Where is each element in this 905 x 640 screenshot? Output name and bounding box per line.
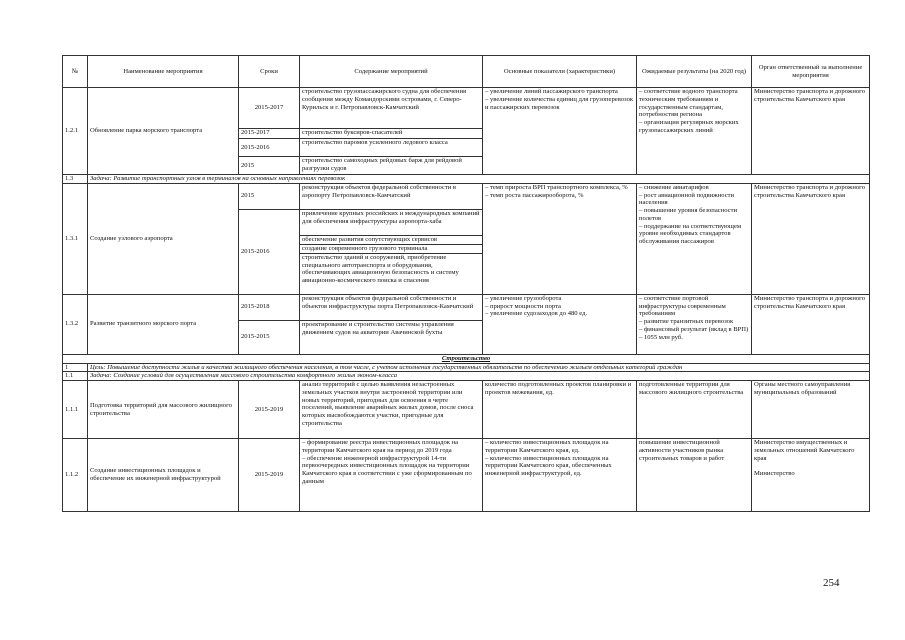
results-cell: – соответствие портовой инфраструктуры современным требованиям – развитие транзитных перевозок – финансовый результат (вклад в ВРП) – 1055 млн руб. (637, 294, 752, 354)
col-indicators-header: Основные показатели (характеристики) (483, 56, 637, 88)
org-cell: Министерство транспорта и дорожного строительства Камчатского края (752, 183, 870, 294)
term-cell: 2015-2017 (239, 88, 300, 129)
measure-name: Подготовка территорий для массового жилищного строительства (88, 381, 239, 439)
content-cell: реконструкция объектов федеральной собственности и объектов инфраструктуры порта Петропавловск-Камчатский (300, 294, 483, 320)
term-cell: 2015 (239, 157, 300, 175)
row-number: 1.3.1 (63, 183, 88, 294)
content-cell: создание современного грузового терминала (300, 244, 483, 253)
content-cell: проектирование и строительство системы управления движением судов на акватории Авачинской бухты (300, 320, 483, 354)
content-cell: строительство паромов усиленного ледового класса (300, 139, 483, 157)
table-row (63, 381, 870, 439)
indicators-cell: – количество инвестиционных площадок на территории Камчатского края, ед. – количество инвестиционных площадок на территории Камчатского края, обеспеченных инженерной инфраструктурой, ед. (483, 439, 637, 512)
section-title: Строительство (63, 354, 870, 363)
content-cell: строительство грузопассажирского судна для обеспечения сообщения между Командорскими островами, г. Северо-Курильск и г. Петропавловск-Камчатский (300, 88, 483, 129)
term-cell: 2015-2016 (239, 209, 300, 294)
row-number: 1 (63, 363, 88, 372)
org-cell: Органы местного самоуправления муниципальных образований (752, 381, 870, 439)
row-number: 1.3.2 (63, 294, 88, 354)
org-cell: Министерство имущественных и земельных отношений Камчатского края Министерство (752, 439, 870, 512)
col-num-header: № (63, 56, 88, 88)
term-cell: 2015-2017 (239, 129, 300, 139)
task-text: Задача: Создание условий для осуществления массового строительства комфортного жилья эконом-класса (88, 372, 870, 381)
measure-name: Создание узлового аэропорта (88, 183, 239, 294)
results-cell: – снижение авиатарифов – рост авиационной подвижности населения – повышение уровня безопасности полетов – поддержание на соответствующем уровне необходимых стандартов обслуживания пассажиров (637, 183, 752, 294)
term-cell: 2015 (239, 183, 300, 209)
term-cell: 2015-2018 (239, 294, 300, 320)
goal-row (63, 363, 870, 372)
goal-text: Цель: Повышение доступности жилья и качества жилищного обеспечения населения, в том числе, с учетом исполнения государственных обязательств по обеспечению жильем отдельных категорий граждан (88, 363, 870, 372)
measure-name: Развитие транзитного морского порта (88, 294, 239, 354)
task-text: Задача: Развитие транспортных узлов в терминалов на основных направлениях перевозок (88, 175, 870, 184)
row-number: 1.1.1 (63, 381, 88, 439)
section-row (63, 354, 870, 363)
col-term-header: Сроки (239, 56, 300, 88)
indicators-cell: – темп прироста ВРП транспортного комплекса, % – темп роста пассажирооборота, % (483, 183, 637, 294)
content-cell: анализ территорий с целью выявления незастроенных земельных участков внутри застроенной территории или новых территорий, пригодных для освоения в черте поселений, выявление аварийных жилых домов, после сноса которых высвобождаются участки, пригодные для строительства (300, 381, 483, 439)
measure-name: Обновление парка морского транспорта (88, 88, 239, 175)
page-number: 254 (823, 577, 840, 589)
org-cell: Министерство транспорта и дорожного строительства Камчатского края (752, 294, 870, 354)
results-cell: повышение инвестиционной активности участников рынка строительных товаров и работ (637, 439, 752, 512)
table-row (63, 183, 870, 209)
task-row (63, 372, 870, 381)
term-cell: 2015-2016 (239, 139, 300, 157)
row-number: 1.2.1 (63, 88, 88, 175)
content-cell: строительство самоходных рейдовых барж для рейдовой разгрузки судов (300, 157, 483, 175)
col-results-header: Ожидаемые результаты (на 2020 год) (637, 56, 752, 88)
col-name-header: Наименование мероприятия (88, 56, 239, 88)
content-cell: строительство буксиров-спасателей (300, 129, 483, 139)
term-cell: 2015-2019 (239, 439, 300, 512)
header-row (63, 56, 870, 88)
results-cell: подготовленные территории для массового жилищного строительства (637, 381, 752, 439)
term-cell: 2015-2015 (239, 320, 300, 354)
measure-name: Создание инвестиционных площадок и обеспечение их инженерной инфраструктурой (88, 439, 239, 512)
indicators-cell: – увеличение линий пассажирского транспорта – увеличение количества единиц для грузоперевозок и пассажирских перевозок (483, 88, 637, 175)
task-row (63, 175, 870, 184)
program-table (62, 55, 870, 512)
col-org-header: Орган ответственный за выполнение мероприятия (752, 56, 870, 88)
content-cell: строительство зданий и сооружений, приобретение специального автотранспорта и оборудования, обеспечивающих авиационную безопасность и систему авиационно-космического поиска и спасения (300, 253, 483, 294)
table-row (63, 294, 870, 320)
content-cell: реконструкция объектов федеральной собственности в аэропорту Петропавловск-Камчатский (300, 183, 483, 209)
content-cell: привлечение крупных российских и международных компаний для обеспечения инфраструктуры аэропорта-хаба (300, 209, 483, 235)
indicators-cell: количество подготовленных проектов планировки и проектов межевания, ед. (483, 381, 637, 439)
results-cell: – соответствие водного транспорта техническим требованиям и государственным стандартам, потребностям региона – организация регулярных морских грузопассажирских линий (637, 88, 752, 175)
row-number: 1.1 (63, 372, 88, 381)
term-cell: 2015-2019 (239, 381, 300, 439)
content-cell: – формирование реестра инвестиционных площадок на территории Камчатского края на период до 2019 года – обеспечение инженерной инфраструктурой 14-ти первоочередных инвестиционных площадок на территории Камчатского края в соответствии с уже сформированным по данным (300, 439, 483, 512)
row-number: 1.3 (63, 175, 88, 184)
table-row (63, 439, 870, 512)
row-number: 1.1.2 (63, 439, 88, 512)
col-content-header: Содержание мероприятий (300, 56, 483, 88)
table-row (63, 88, 870, 129)
content-cell: обеспечение развития сопутствующих сервисов (300, 235, 483, 244)
org-cell: Министерство транспорта и дорожного строительства Камчатского края (752, 88, 870, 175)
indicators-cell: – увеличение грузооборота – прирост мощности порта – увеличение судозаходов до 480 ед. (483, 294, 637, 354)
